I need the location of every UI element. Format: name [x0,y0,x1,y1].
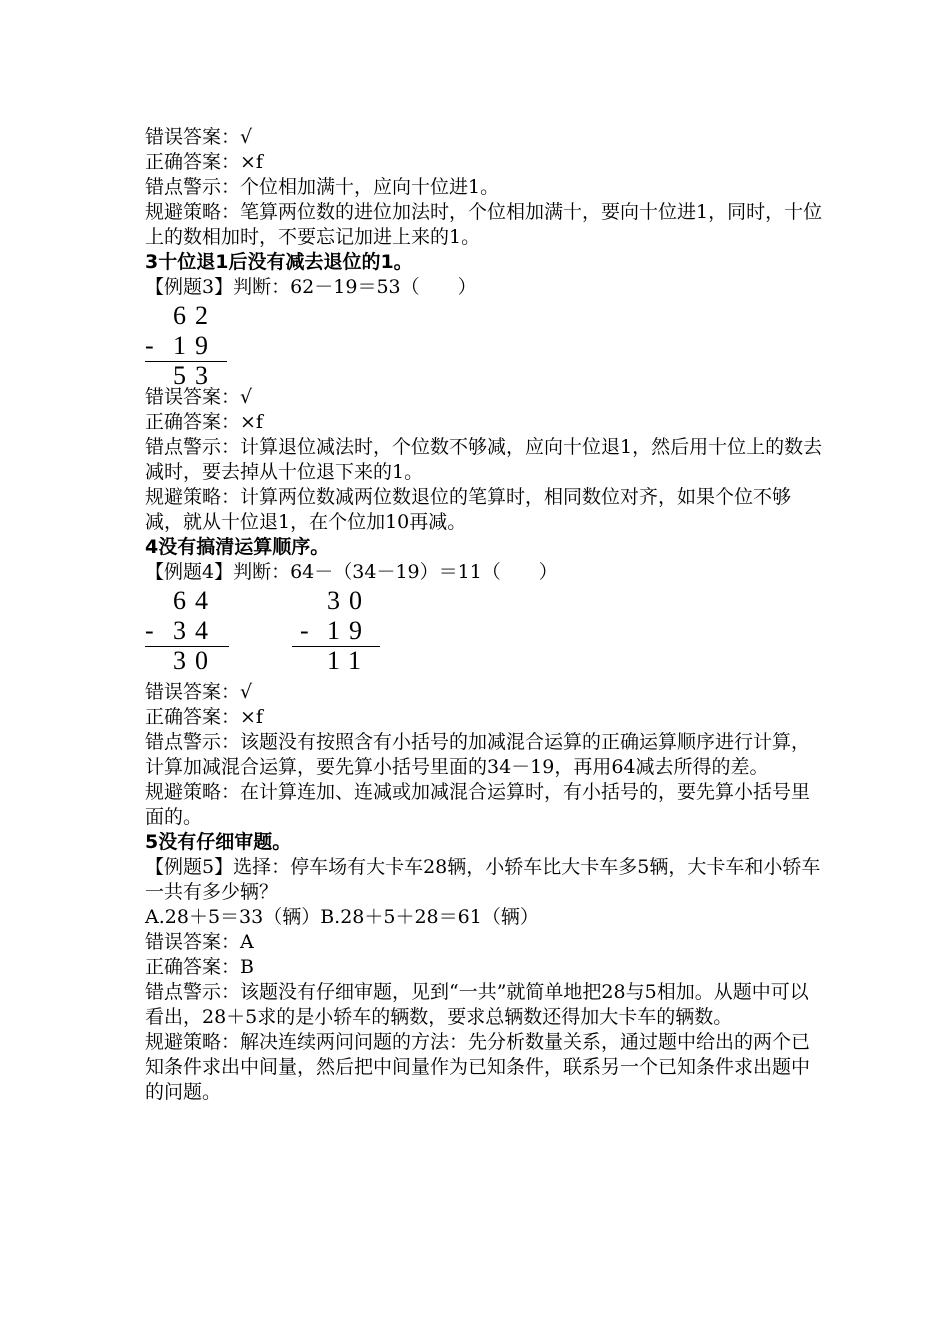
calc-subtrahend: 19 [173,331,217,360]
s5-warning: 错点警示：该题没有仔细审题，见到“一共”就简单地把28与5相加。从题中可以看出，28＋5求的是小轿车的辆数，要求总辆数还得加大卡车的辆数。 [145,981,809,1028]
s3-heading: 3十位退1后没有减去退位的1。 [145,251,413,273]
calc-subtrahend: 19 [327,616,371,645]
s4-strategy: 规避策略：在计算连加、连减或加减混合运算时，有小括号的，要先算小括号里面的。 [145,781,811,828]
s5-options: A.28＋5＝33（辆）B.28＋5＋28＝61（辆） [145,906,539,928]
s2-strategy: 规避策略：笔算两位数的进位加法时，个位相加满十，要向十位进1，同时，十位上的数相加时，不要忘记加进上来的1。 [145,201,823,248]
s3-strategy: 规避策略：计算两位数减两位数退位的笔算时，相同数位对齐，如果个位不够减，就从十位退1，在个位加10再减。 [145,486,792,533]
calc-subtrahend: 34 [173,616,217,645]
s2-correct-answer: 正确答案：×f [145,151,263,173]
s2-wrong-answer: 错误答案：√ [145,126,253,148]
calc-minuend: 30 [327,586,371,615]
calc-result: 30 [173,646,217,675]
s2-warning: 错点警示：个位相加满十，应向十位进1。 [145,176,500,198]
s3-vertical-calculation [145,301,825,390]
s5-correct-answer: 正确答案：B [145,956,254,978]
s4-wrong-answer: 错误答案：√ [145,681,253,703]
document-page [145,125,825,1105]
minus-sign: - [145,616,154,645]
calc-result: 53 [173,361,217,390]
s5-wrong-answer: 错误答案：A [145,931,254,953]
s5-example: 【例题5】选择：停车场有大卡车28辆，小轿车比大卡车多5辆，大卡车和小轿车一共有多少辆？ [145,856,821,903]
s5-strategy: 规避策略：解决连续两问问题的方法：先分析数量关系，通过题中给出的两个已知条件求出中间量，然后把中间量作为已知条件，联系另一个已知条件求出题中的问题。 [145,1031,811,1103]
calc-minuend: 62 [173,301,217,330]
s4-vertical-calculations [145,586,825,674]
minus-sign: - [145,331,154,360]
s5-heading: 5没有仔细审题。 [145,831,292,853]
s4-correct-answer: 正确答案：×f [145,706,263,728]
calc-result: 11 [327,646,371,675]
s4-example: 【例题4】判断：64－（34－19）＝11（ ） [145,561,558,583]
calc-minuend: 64 [173,586,217,615]
minus-sign: - [300,616,309,645]
s3-wrong-answer: 错误答案：√ [145,386,253,408]
s3-example: 【例题3】判断：62－19＝53（ ） [145,276,477,298]
s4-heading: 4没有搞清运算顺序。 [145,536,330,558]
s3-correct-answer: 正确答案：×f [145,411,263,433]
s4-warning: 错点警示：该题没有按照含有小括号的加减混合运算的正确运算顺序进行计算，计算加减混合运算，要先算小括号里面的34－19，再用64减去所得的差。 [145,731,811,778]
s3-warning: 错点警示：计算退位减法时，个位数不够减，应向十位退1，然后用十位上的数去减时，要去掉从十位退下来的1。 [145,436,823,483]
